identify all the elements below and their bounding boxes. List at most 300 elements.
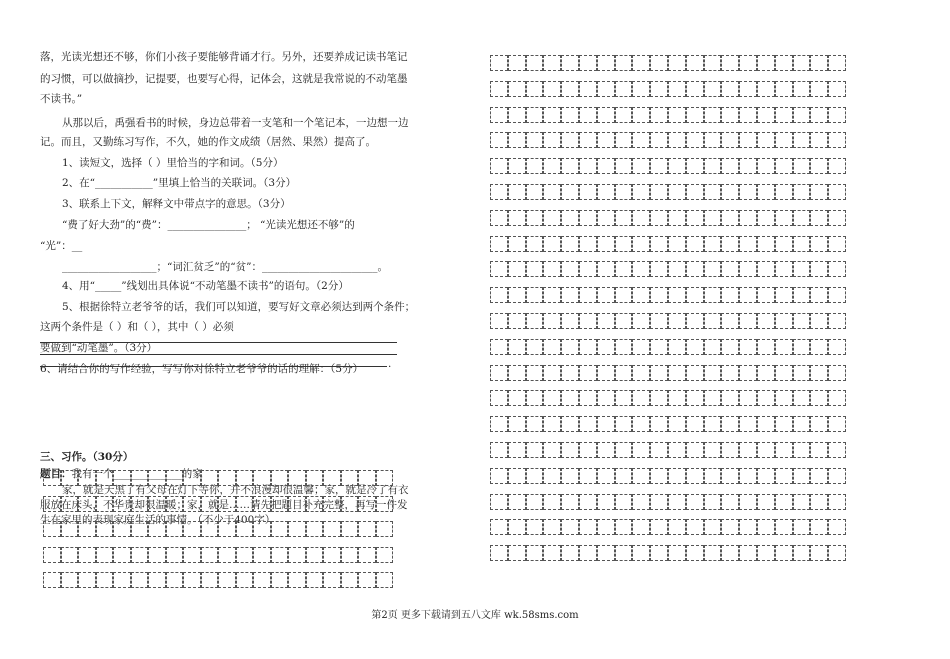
grid-cell[interactable] [757, 390, 775, 406]
grid-cell[interactable] [597, 261, 615, 277]
grid-cell[interactable] [376, 496, 394, 512]
grid-cell[interactable] [828, 365, 846, 381]
grid-cell[interactable] [561, 158, 579, 174]
grid-cell[interactable] [113, 496, 131, 512]
grid-cell[interactable] [183, 496, 201, 512]
grid-cell[interactable] [650, 210, 668, 226]
grid-cell[interactable] [526, 494, 544, 510]
grid-cell[interactable] [828, 442, 846, 458]
grid-cell[interactable] [775, 313, 793, 329]
grid-cell[interactable] [739, 287, 757, 303]
grid-cell[interactable] [526, 107, 544, 123]
grid-cell[interactable] [597, 184, 615, 200]
grid-cell[interactable] [615, 287, 633, 303]
grid-cell[interactable] [236, 572, 254, 588]
grid-cell[interactable] [490, 339, 508, 355]
grid-cell[interactable] [704, 287, 722, 303]
grid-cell[interactable] [704, 210, 722, 226]
grid-cell[interactable] [526, 55, 544, 71]
grid-cell[interactable] [96, 572, 114, 588]
grid-cell[interactable] [775, 468, 793, 484]
grid-cell[interactable] [757, 494, 775, 510]
grid-cell[interactable] [721, 210, 739, 226]
grid-cell[interactable] [490, 545, 508, 561]
grid-cell[interactable] [579, 313, 597, 329]
grid-cell[interactable] [323, 572, 341, 588]
grid-cell[interactable] [358, 521, 376, 537]
grid-cell[interactable] [793, 184, 811, 200]
grid-cell[interactable] [739, 158, 757, 174]
grid-cell[interactable] [793, 236, 811, 252]
grid-cell[interactable] [704, 55, 722, 71]
grid-cell[interactable] [579, 416, 597, 432]
grid-cell[interactable] [739, 519, 757, 535]
grid-cell[interactable] [543, 365, 561, 381]
grid-cell[interactable] [686, 545, 704, 561]
grid-cell[interactable] [686, 313, 704, 329]
grid-cell[interactable] [828, 519, 846, 535]
grid-cell[interactable] [686, 132, 704, 148]
grid-cell[interactable] [561, 107, 579, 123]
grid-cell[interactable] [775, 519, 793, 535]
answer-line-1[interactable] [40, 342, 397, 343]
grid-cell[interactable] [650, 81, 668, 97]
grid-cell[interactable] [61, 496, 79, 512]
grid-cell[interactable] [131, 496, 149, 512]
grid-cell[interactable] [561, 442, 579, 458]
grid-cell[interactable] [131, 470, 149, 486]
grid-cell[interactable] [508, 468, 526, 484]
grid-cell[interactable] [579, 545, 597, 561]
grid-cell[interactable] [341, 470, 359, 486]
grid-cell[interactable] [828, 158, 846, 174]
grid-cell[interactable] [686, 365, 704, 381]
grid-cell[interactable] [650, 107, 668, 123]
grid-cell[interactable] [490, 107, 508, 123]
grid-cell[interactable] [810, 416, 828, 432]
grid-cell[interactable] [508, 519, 526, 535]
grid-cell[interactable] [650, 236, 668, 252]
grid-cell[interactable] [183, 470, 201, 486]
grid-cell[interactable] [632, 287, 650, 303]
grid-cell[interactable] [543, 390, 561, 406]
grid-cell[interactable] [739, 390, 757, 406]
grid-cell[interactable] [810, 494, 828, 510]
grid-cell[interactable] [793, 468, 811, 484]
grid-cell[interactable] [704, 365, 722, 381]
grid-cell[interactable] [323, 496, 341, 512]
grid-cell[interactable] [579, 184, 597, 200]
grid-cell[interactable] [828, 416, 846, 432]
grid-cell[interactable] [253, 496, 271, 512]
grid-cell[interactable] [253, 470, 271, 486]
grid-cell[interactable] [828, 132, 846, 148]
grid-cell[interactable] [490, 313, 508, 329]
grid-cell[interactable] [131, 521, 149, 537]
grid-cell[interactable] [201, 521, 219, 537]
grid-cell[interactable] [508, 236, 526, 252]
grid-cell[interactable] [526, 81, 544, 97]
grid-cell[interactable] [288, 521, 306, 537]
grid-cell[interactable] [579, 390, 597, 406]
grid-cell[interactable] [526, 236, 544, 252]
grid-cell[interactable] [490, 261, 508, 277]
grid-cell[interactable] [775, 132, 793, 148]
grid-cell[interactable] [43, 496, 61, 512]
grid-cell[interactable] [148, 496, 166, 512]
grid-cell[interactable] [579, 519, 597, 535]
grid-cell[interactable] [721, 339, 739, 355]
grid-cell[interactable] [543, 184, 561, 200]
grid-cell[interactable] [218, 521, 236, 537]
grid-cell[interactable] [810, 55, 828, 71]
grid-cell[interactable] [686, 210, 704, 226]
grid-cell[interactable] [650, 55, 668, 71]
grid-cell[interactable] [323, 470, 341, 486]
grid-cell[interactable] [757, 55, 775, 71]
grid-cell[interactable] [757, 236, 775, 252]
grid-cell[interactable] [543, 339, 561, 355]
grid-cell[interactable] [526, 132, 544, 148]
grid-cell[interactable] [793, 107, 811, 123]
grid-cell[interactable] [650, 468, 668, 484]
grid-cell[interactable] [793, 339, 811, 355]
grid-cell[interactable] [323, 521, 341, 537]
grid-cell[interactable] [615, 132, 633, 148]
grid-cell[interactable] [686, 81, 704, 97]
grid-cell[interactable] [579, 261, 597, 277]
grid-cell[interactable] [668, 210, 686, 226]
grid-cell[interactable] [739, 365, 757, 381]
grid-cell[interactable] [508, 210, 526, 226]
grid-cell[interactable] [668, 416, 686, 432]
grid-cell[interactable] [632, 210, 650, 226]
grid-cell[interactable] [793, 158, 811, 174]
grid-cell[interactable] [615, 81, 633, 97]
grid-cell[interactable] [597, 519, 615, 535]
grid-cell[interactable] [739, 545, 757, 561]
grid-cell[interactable] [793, 390, 811, 406]
grid-cell[interactable] [543, 107, 561, 123]
grid-cell[interactable] [508, 158, 526, 174]
grid-cell[interactable] [775, 494, 793, 510]
grid-cell[interactable] [757, 365, 775, 381]
grid-cell[interactable] [650, 287, 668, 303]
grid-cell[interactable] [288, 470, 306, 486]
grid-cell[interactable] [561, 55, 579, 71]
grid-cell[interactable] [793, 442, 811, 458]
grid-cell[interactable] [597, 416, 615, 432]
grid-cell[interactable] [561, 81, 579, 97]
grid-cell[interactable] [526, 210, 544, 226]
grid-cell[interactable] [615, 261, 633, 277]
grid-cell[interactable] [632, 545, 650, 561]
grid-cell[interactable] [810, 107, 828, 123]
grid-cell[interactable] [739, 468, 757, 484]
grid-cell[interactable] [632, 81, 650, 97]
grid-cell[interactable] [721, 365, 739, 381]
grid-cell[interactable] [561, 494, 579, 510]
grid-cell[interactable] [201, 547, 219, 563]
grid-cell[interactable] [508, 339, 526, 355]
grid-cell[interactable] [543, 236, 561, 252]
grid-cell[interactable] [341, 572, 359, 588]
grid-cell[interactable] [597, 494, 615, 510]
grid-cell[interactable] [78, 470, 96, 486]
grid-cell[interactable] [810, 545, 828, 561]
grid-cell[interactable] [166, 547, 184, 563]
grid-cell[interactable] [561, 519, 579, 535]
grid-cell[interactable] [543, 442, 561, 458]
grid-cell[interactable] [96, 496, 114, 512]
grid-cell[interactable] [704, 339, 722, 355]
composition-grid-left[interactable] [43, 470, 393, 596]
grid-cell[interactable] [597, 339, 615, 355]
grid-cell[interactable] [306, 547, 324, 563]
grid-cell[interactable] [650, 158, 668, 174]
grid-cell[interactable] [561, 184, 579, 200]
grid-cell[interactable] [508, 313, 526, 329]
grid-cell[interactable] [526, 339, 544, 355]
grid-cell[interactable] [597, 313, 615, 329]
grid-cell[interactable] [579, 210, 597, 226]
grid-cell[interactable] [810, 158, 828, 174]
grid-cell[interactable] [306, 470, 324, 486]
grid-cell[interactable] [668, 313, 686, 329]
grid-cell[interactable] [597, 442, 615, 458]
grid-cell[interactable] [739, 416, 757, 432]
grid-cell[interactable] [686, 468, 704, 484]
grid-cell[interactable] [288, 496, 306, 512]
grid-cell[interactable] [271, 470, 289, 486]
grid-cell[interactable] [757, 132, 775, 148]
grid-cell[interactable] [579, 494, 597, 510]
grid-cell[interactable] [543, 132, 561, 148]
grid-cell[interactable] [668, 365, 686, 381]
grid-cell[interactable] [183, 547, 201, 563]
grid-cell[interactable] [579, 339, 597, 355]
grid-cell[interactable] [96, 521, 114, 537]
grid-cell[interactable] [376, 470, 394, 486]
grid-cell[interactable] [358, 470, 376, 486]
grid-cell[interactable] [650, 519, 668, 535]
grid-cell[interactable] [828, 81, 846, 97]
grid-cell[interactable] [632, 184, 650, 200]
grid-cell[interactable] [757, 158, 775, 174]
grid-cell[interactable] [632, 236, 650, 252]
grid-cell[interactable] [490, 236, 508, 252]
grid-cell[interactable] [543, 545, 561, 561]
grid-cell[interactable] [721, 261, 739, 277]
grid-cell[interactable] [810, 81, 828, 97]
grid-cell[interactable] [828, 184, 846, 200]
grid-cell[interactable] [668, 236, 686, 252]
grid-cell[interactable] [757, 184, 775, 200]
grid-cell[interactable] [828, 287, 846, 303]
grid-cell[interactable] [775, 442, 793, 458]
grid-cell[interactable] [615, 416, 633, 432]
grid-cell[interactable] [775, 365, 793, 381]
grid-cell[interactable] [288, 572, 306, 588]
grid-cell[interactable] [757, 519, 775, 535]
grid-cell[interactable] [61, 547, 79, 563]
grid-cell[interactable] [828, 468, 846, 484]
grid-cell[interactable] [306, 521, 324, 537]
grid-cell[interactable] [686, 236, 704, 252]
grid-cell[interactable] [650, 365, 668, 381]
grid-cell[interactable] [757, 81, 775, 97]
grid-cell[interactable] [668, 339, 686, 355]
grid-cell[interactable] [526, 184, 544, 200]
grid-cell[interactable] [113, 521, 131, 537]
grid-cell[interactable] [810, 390, 828, 406]
grid-cell[interactable] [686, 494, 704, 510]
grid-cell[interactable] [704, 494, 722, 510]
grid-cell[interactable] [579, 55, 597, 71]
grid-cell[interactable] [828, 339, 846, 355]
grid-cell[interactable] [490, 55, 508, 71]
grid-cell[interactable] [704, 132, 722, 148]
grid-cell[interactable] [615, 468, 633, 484]
grid-cell[interactable] [810, 313, 828, 329]
grid-cell[interactable] [721, 519, 739, 535]
grid-cell[interactable] [739, 55, 757, 71]
grid-cell[interactable] [775, 287, 793, 303]
composition-grid-right[interactable] [490, 55, 847, 577]
grid-cell[interactable] [704, 81, 722, 97]
grid-cell[interactable] [543, 468, 561, 484]
grid-cell[interactable] [543, 55, 561, 71]
grid-cell[interactable] [828, 261, 846, 277]
grid-cell[interactable] [579, 107, 597, 123]
grid-cell[interactable] [721, 287, 739, 303]
grid-cell[interactable] [668, 81, 686, 97]
grid-cell[interactable] [597, 545, 615, 561]
grid-cell[interactable] [775, 184, 793, 200]
grid-cell[interactable] [739, 132, 757, 148]
grid-cell[interactable] [828, 390, 846, 406]
grid-cell[interactable] [810, 442, 828, 458]
grid-cell[interactable] [793, 519, 811, 535]
grid-cell[interactable] [757, 313, 775, 329]
grid-cell[interactable] [579, 132, 597, 148]
grid-cell[interactable] [561, 287, 579, 303]
grid-cell[interactable] [721, 55, 739, 71]
grid-cell[interactable] [166, 572, 184, 588]
grid-cell[interactable] [775, 339, 793, 355]
grid-cell[interactable] [183, 572, 201, 588]
grid-cell[interactable] [306, 572, 324, 588]
grid-cell[interactable] [704, 545, 722, 561]
grid-cell[interactable] [253, 572, 271, 588]
grid-cell[interactable] [668, 55, 686, 71]
grid-cell[interactable] [650, 416, 668, 432]
grid-cell[interactable] [632, 313, 650, 329]
grid-cell[interactable] [526, 416, 544, 432]
grid-cell[interactable] [632, 261, 650, 277]
grid-cell[interactable] [615, 545, 633, 561]
grid-cell[interactable] [793, 81, 811, 97]
grid-cell[interactable] [615, 210, 633, 226]
grid-cell[interactable] [543, 494, 561, 510]
grid-cell[interactable] [828, 494, 846, 510]
grid-cell[interactable] [739, 107, 757, 123]
grid-cell[interactable] [166, 470, 184, 486]
grid-cell[interactable] [61, 572, 79, 588]
grid-cell[interactable] [632, 55, 650, 71]
grid-cell[interactable] [376, 521, 394, 537]
grid-cell[interactable] [775, 55, 793, 71]
grid-cell[interactable] [668, 442, 686, 458]
grid-cell[interactable] [828, 545, 846, 561]
grid-cell[interactable] [376, 547, 394, 563]
grid-cell[interactable] [490, 132, 508, 148]
grid-cell[interactable] [96, 470, 114, 486]
grid-cell[interactable] [271, 521, 289, 537]
grid-cell[interactable] [668, 545, 686, 561]
grid-cell[interactable] [721, 313, 739, 329]
grid-cell[interactable] [757, 545, 775, 561]
grid-cell[interactable] [686, 158, 704, 174]
grid-cell[interactable] [721, 184, 739, 200]
grid-cell[interactable] [828, 210, 846, 226]
answer-line-3[interactable] [40, 366, 387, 367]
grid-cell[interactable] [508, 442, 526, 458]
grid-cell[interactable] [739, 494, 757, 510]
grid-cell[interactable] [131, 572, 149, 588]
grid-cell[interactable] [615, 390, 633, 406]
grid-cell[interactable] [650, 545, 668, 561]
grid-cell[interactable] [757, 339, 775, 355]
grid-cell[interactable] [113, 470, 131, 486]
grid-cell[interactable] [704, 261, 722, 277]
grid-cell[interactable] [597, 365, 615, 381]
grid-cell[interactable] [201, 572, 219, 588]
grid-cell[interactable] [757, 107, 775, 123]
grid-cell[interactable] [218, 547, 236, 563]
grid-cell[interactable] [543, 158, 561, 174]
grid-cell[interactable] [148, 572, 166, 588]
grid-cell[interactable] [597, 107, 615, 123]
grid-cell[interactable] [543, 416, 561, 432]
grid-cell[interactable] [561, 545, 579, 561]
grid-cell[interactable] [739, 261, 757, 277]
grid-cell[interactable] [704, 468, 722, 484]
grid-cell[interactable] [793, 313, 811, 329]
grid-cell[interactable] [526, 261, 544, 277]
grid-cell[interactable] [828, 55, 846, 71]
grid-cell[interactable] [632, 132, 650, 148]
grid-cell[interactable] [579, 365, 597, 381]
grid-cell[interactable] [739, 210, 757, 226]
grid-cell[interactable] [490, 158, 508, 174]
grid-cell[interactable] [526, 468, 544, 484]
grid-cell[interactable] [721, 107, 739, 123]
grid-cell[interactable] [579, 468, 597, 484]
grid-cell[interactable] [632, 107, 650, 123]
grid-cell[interactable] [508, 365, 526, 381]
grid-cell[interactable] [508, 416, 526, 432]
grid-cell[interactable] [810, 519, 828, 535]
grid-cell[interactable] [810, 132, 828, 148]
grid-cell[interactable] [579, 287, 597, 303]
grid-cell[interactable] [650, 494, 668, 510]
grid-cell[interactable] [236, 496, 254, 512]
grid-cell[interactable] [739, 236, 757, 252]
grid-cell[interactable] [543, 287, 561, 303]
grid-cell[interactable] [78, 572, 96, 588]
grid-cell[interactable] [579, 236, 597, 252]
